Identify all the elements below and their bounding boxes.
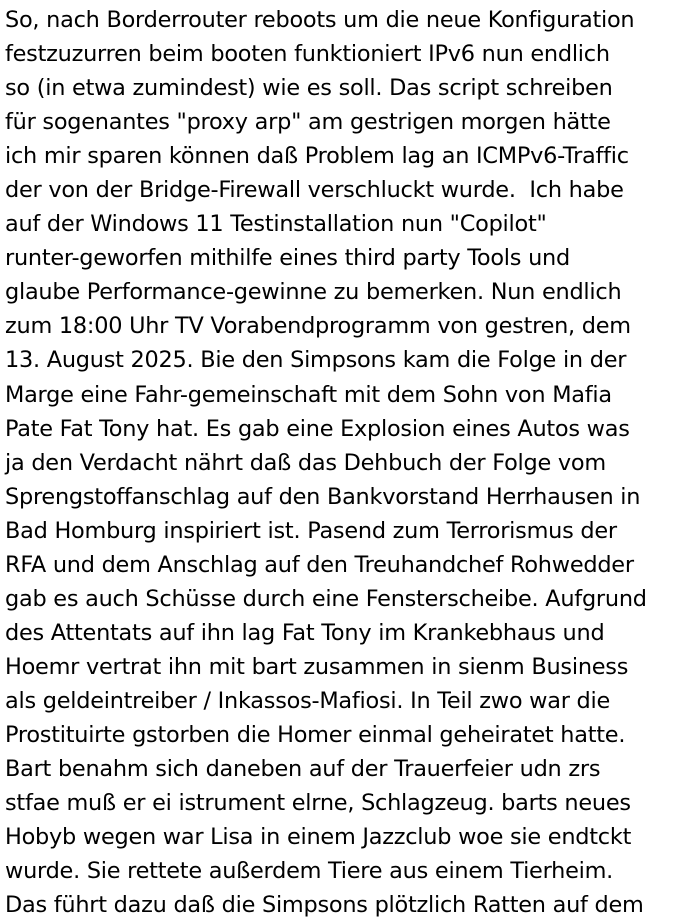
text-line: Hobyb wegen war Lisa in einem Jazzclub woe sie endtckt — [5, 824, 632, 851]
text-line: für sogenantes "proxy arp" am gestrigen morgen hätte — [5, 109, 611, 136]
text-line: wurde. Sie rettete außerdem Tiere aus einem Tierheim. — [5, 858, 614, 885]
text-line: Prostituirte gstorben die Homer einmal geheiratet hatte. — [5, 721, 626, 748]
text-line: als geldeintreiber / Inkassos-Mafiosi. In Teil zwo war die — [5, 687, 611, 714]
text-line: Sprengstoffanschlag auf den Bankvorstand Herrhausen in — [5, 483, 641, 510]
text-line: RFA und dem Anschlag auf den Treuhandchef Rohwedder — [5, 551, 634, 578]
body-text — [5, 3, 684, 920]
text-line: Hoemr vertrat ihn mit bart zusammen in sienm Business — [5, 653, 629, 680]
text-line: stfae muß er ei istrument elrne, Schlagzeug. barts neues — [5, 790, 631, 817]
text-line: Bart benahm sich daneben auf der Trauerfeier udn zrs — [5, 756, 601, 783]
text-line: Bad Homburg inspiriert ist. Pasend zum Terrorismus der — [5, 517, 617, 544]
text-line: des Attentats auf ihn lag Fat Tony im Krankebhaus und — [5, 619, 605, 646]
text-line: Das führt dazu daß die Simpsons plötzlich Ratten auf dem — [5, 892, 644, 919]
text-line: 13. August 2025. Bie den Simpsons kam die Folge in der — [5, 347, 627, 374]
text-line: So, nach Borderrouter reboots um die neue Konfiguration — [5, 7, 635, 33]
text-line: gab es auch Schüsse durch eine Fensterscheibe. Aufgrund — [5, 585, 647, 612]
text-line: glaube Performance-gewinne zu bemerken. Nun endlich — [5, 279, 622, 306]
text-line: ich mir sparen können daß Problem lag an ICMPv6-Traffic — [5, 143, 629, 170]
text-line: festzuzurren beim booten funktioniert IPv6 nun endlich — [5, 41, 610, 68]
text-line: Pate Fat Tony hat. Es gab eine Explosion eines Autos was — [5, 415, 630, 442]
text-line: so (in etwa zumindest) wie es soll. Das script schreiben — [5, 75, 613, 102]
text-line: der von der Bridge-Firewall verschluckt wurde. Ich habe — [5, 177, 624, 204]
text-line: runter-geworfen mithilfe eines third party Tools und — [5, 245, 570, 272]
text-line: zum 18:00 Uhr TV Vorabendprogramm von gestren, dem — [5, 313, 631, 340]
text-line: Marge eine Fahr-gemeinschaft mit dem Sohn von Mafia — [5, 381, 612, 408]
text-line: auf der Windows 11 Testinstallation nun "Copilot" — [5, 211, 547, 238]
text-line: ja den Verdacht nährt daß das Dehbuch der Folge vom — [5, 449, 606, 476]
